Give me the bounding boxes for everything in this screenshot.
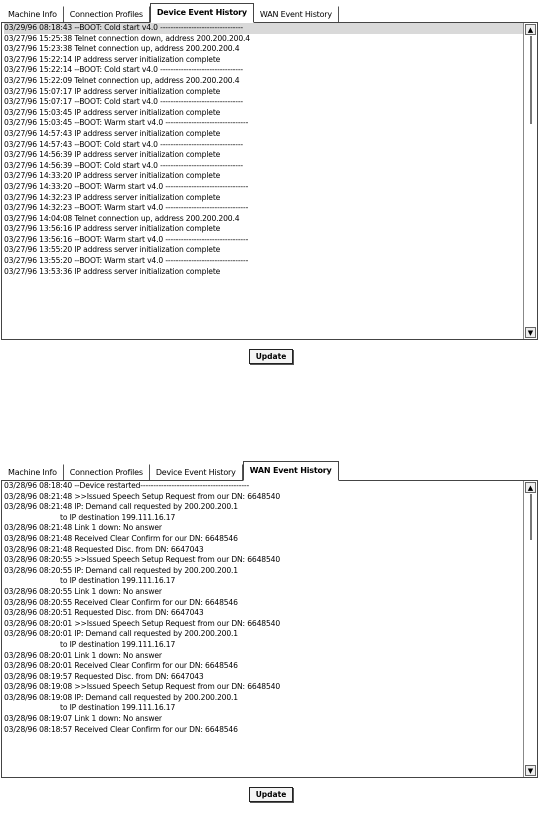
log-entry[interactable]: 03/28/96 08:20:01 IP: Demand call requested by 200.200.200.1 — [4, 629, 238, 639]
vertical-scrollbar[interactable] — [523, 481, 537, 777]
event-log-list — [2, 481, 523, 777]
scrollbar-track[interactable] — [524, 36, 537, 326]
log-entry[interactable]: to IP destination 199.111.16.17 — [60, 576, 176, 586]
log-entry[interactable]: 03/27/96 13:53:36 IP address server initialization complete — [4, 266, 221, 276]
tab-bar — [0, 0, 542, 22]
log-entry[interactable]: 03/28/96 08:21:48 >>Issued Speech Setup Request from our DN: 6648540 — [4, 491, 280, 501]
log-entry[interactable]: 03/27/96 15:03:45 --BOOT: Warm start v4.0 -------------------------------- — [4, 118, 249, 128]
log-entry[interactable]: 03/27/96 14:56:39 IP address server initialization complete — [4, 150, 221, 160]
log-entry[interactable]: 03/28/96 08:20:01 >>Issued Speech Setup Request from our DN: 6648540 — [4, 618, 280, 628]
tab-wan-event-history[interactable]: WAN Event History — [243, 461, 339, 481]
update-button[interactable]: Update — [249, 787, 294, 802]
tab-bar — [0, 458, 542, 480]
log-entry[interactable]: 03/27/96 15:07:17 IP address server initialization complete — [4, 86, 221, 96]
log-entry[interactable]: 03/28/96 08:20:55 Link 1 down: No answer — [4, 586, 162, 596]
log-entry[interactable]: to IP destination 199.111.16.17 — [60, 639, 176, 649]
log-entry[interactable]: 03/27/96 14:57:43 --BOOT: Cold start v4.0 -------------------------------- — [4, 139, 244, 149]
log-entry[interactable]: 03/28/96 08:18:40 --Device restarted------------------------------------------ — [4, 481, 250, 490]
tab-device-event-history[interactable]: Device Event History — [150, 3, 254, 23]
log-entry[interactable]: 03/28/96 08:18:57 Received Clear Confirm for our DN: 6648546 — [4, 724, 238, 734]
log-entry[interactable]: 03/27/96 14:56:39 --BOOT: Cold start v4.0 -------------------------------- — [4, 160, 244, 170]
tab-machine-info[interactable]: Machine Info — [2, 6, 64, 22]
log-entry[interactable]: to IP destination 199.111.16.17 — [60, 703, 176, 713]
log-entry[interactable]: 03/28/96 08:21:48 Requested Disc. from DN: 6647043 — [4, 544, 204, 554]
log-entry[interactable]: to IP destination 199.111.16.17 — [60, 512, 176, 522]
log-entry[interactable]: 03/27/96 15:23:38 Telnet connection up, address 200.200.200.4 — [4, 44, 240, 54]
tab-device-event-history[interactable]: Device Event History — [150, 464, 243, 480]
tab-connection-profiles[interactable]: Connection Profiles — [64, 464, 150, 480]
log-entry[interactable]: 03/28/96 08:20:55 IP: Demand call requested by 200.200.200.1 — [4, 565, 238, 575]
log-entry[interactable]: 03/27/96 13:55:20 --BOOT: Warm start v4.0 -------------------------------- — [4, 256, 249, 266]
log-entry[interactable]: 03/28/96 08:19:57 Requested Disc. from DN: 6647043 — [4, 671, 204, 681]
tab-connection-profiles[interactable]: Connection Profiles — [64, 6, 150, 22]
log-entry[interactable]: 03/28/96 08:20:55 >>Issued Speech Setup Request from our DN: 6648540 — [4, 555, 280, 565]
log-entry[interactable]: 03/29/96 08:18:43 --BOOT: Cold start v4.0 -------------------------------- — [4, 23, 523, 34]
wan-event-history-panel — [0, 458, 542, 802]
scrollbar-thumb[interactable] — [530, 36, 532, 124]
log-entry[interactable]: 03/27/96 14:04:08 Telnet connection up, address 200.200.200.4 — [4, 213, 240, 223]
log-entry[interactable]: 03/27/96 15:25:38 Telnet connection down, address 200.200.200.4 — [4, 33, 250, 43]
log-entry[interactable]: 03/27/96 15:22:09 Telnet connection up, address 200.200.200.4 — [4, 75, 240, 85]
log-entry[interactable]: 03/28/96 08:20:51 Requested Disc. from DN: 6647043 — [4, 608, 204, 618]
log-entry[interactable]: 03/27/96 15:07:17 --BOOT: Cold start v4.0 -------------------------------- — [4, 97, 244, 107]
event-log-list — [2, 23, 523, 339]
scroll-down-arrow-icon[interactable]: ▼ — [525, 327, 536, 338]
log-entry[interactable]: 03/28/96 08:19:08 IP: Demand call requested by 200.200.200.1 — [4, 692, 238, 702]
log-entry[interactable]: 03/27/96 13:56:16 IP address server initialization complete — [4, 224, 221, 234]
scroll-up-arrow-icon[interactable]: ▲ — [525, 482, 536, 493]
log-entry[interactable]: 03/27/96 14:32:23 IP address server initialization complete — [4, 192, 221, 202]
log-entry[interactable]: 03/27/96 13:55:20 IP address server initialization complete — [4, 245, 221, 255]
scroll-up-arrow-icon[interactable]: ▲ — [525, 24, 536, 35]
log-entry[interactable]: 03/28/96 08:21:48 IP: Demand call requested by 200.200.200.1 — [4, 502, 238, 512]
log-entry[interactable]: 03/27/96 14:57:43 IP address server initialization complete — [4, 128, 221, 138]
update-button[interactable]: Update — [249, 349, 294, 364]
log-entry[interactable]: 03/28/96 08:20:01 Received Clear Confirm for our DN: 6648546 — [4, 661, 238, 671]
log-entry[interactable]: 03/27/96 15:22:14 --BOOT: Cold start v4.0 -------------------------------- — [4, 65, 244, 75]
scroll-down-arrow-icon[interactable]: ▼ — [525, 765, 536, 776]
log-entry[interactable]: 03/27/96 13:56:16 --BOOT: Warm start v4.0 -------------------------------- — [4, 234, 249, 244]
log-entry[interactable]: 03/27/96 14:32:23 --BOOT: Warm start v4.0 -------------------------------- — [4, 203, 249, 213]
vertical-scrollbar[interactable] — [523, 23, 537, 339]
log-entry[interactable]: 03/28/96 08:20:01 Link 1 down: No answer — [4, 650, 162, 660]
scrollbar-thumb[interactable] — [530, 494, 532, 540]
device-event-history-panel — [0, 0, 542, 364]
log-entry[interactable]: 03/28/96 08:19:07 Link 1 down: No answer — [4, 714, 162, 724]
log-entry[interactable]: 03/28/96 08:20:55 Received Clear Confirm for our DN: 6648546 — [4, 597, 238, 607]
log-entry[interactable]: 03/27/96 14:33:20 --BOOT: Warm start v4.0 -------------------------------- — [4, 181, 249, 191]
log-entry[interactable]: 03/28/96 08:21:48 Received Clear Confirm for our DN: 6648546 — [4, 533, 238, 543]
scrollbar-track[interactable] — [524, 494, 537, 764]
log-entry[interactable]: 03/27/96 15:22:14 IP address server initialization complete — [4, 54, 221, 64]
log-entry[interactable]: 03/28/96 08:21:48 Link 1 down: No answer — [4, 523, 162, 533]
event-log-box[interactable] — [1, 480, 538, 778]
tab-wan-event-history[interactable]: WAN Event History — [254, 6, 339, 22]
log-entry[interactable]: 03/27/96 14:33:20 IP address server initialization complete — [4, 171, 221, 181]
log-entry[interactable]: 03/27/96 15:03:45 IP address server initialization complete — [4, 107, 221, 117]
tab-machine-info[interactable]: Machine Info — [2, 464, 64, 480]
log-entry[interactable]: 03/28/96 08:19:08 >>Issued Speech Setup Request from our DN: 6648540 — [4, 682, 280, 692]
event-log-box[interactable] — [1, 22, 538, 340]
